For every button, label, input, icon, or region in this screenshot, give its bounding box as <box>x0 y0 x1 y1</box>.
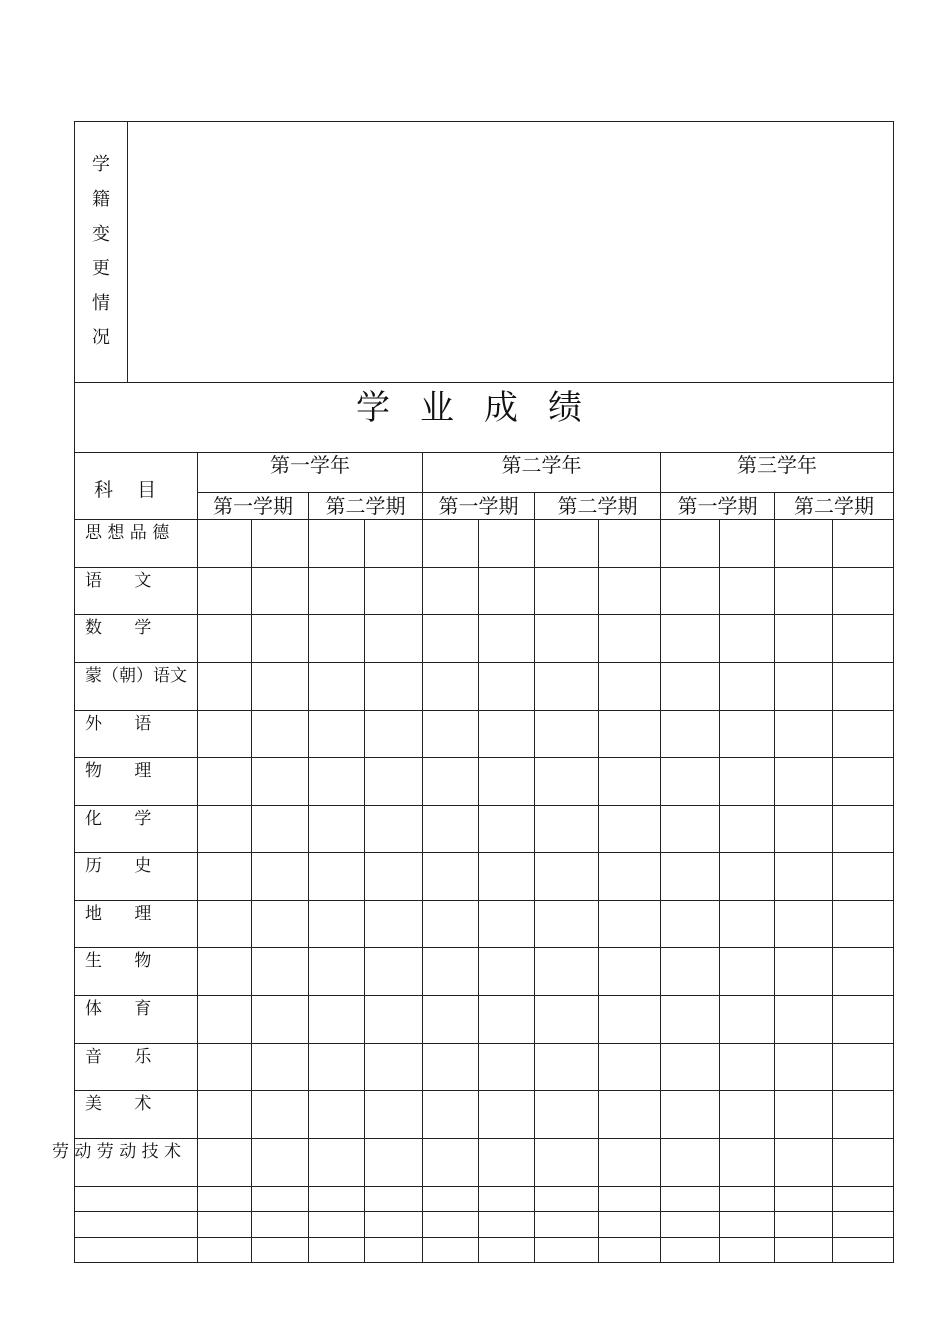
term-header: 第二学期 <box>557 494 638 518</box>
score-cell[interactable] <box>720 1238 774 1262</box>
score-cell[interactable] <box>661 663 719 710</box>
score-cell[interactable] <box>599 1238 660 1262</box>
status-label-char: 变 <box>92 224 110 245</box>
score-cell[interactable] <box>479 948 534 995</box>
outer-bottom-border <box>74 1262 894 1263</box>
score-cell[interactable] <box>198 711 251 757</box>
score-cell[interactable] <box>423 758 478 805</box>
score-cell[interactable] <box>365 520 422 567</box>
score-cell[interactable] <box>833 711 893 757</box>
score-cell[interactable] <box>423 1238 478 1262</box>
score-cell[interactable] <box>661 1139 719 1186</box>
score-cell[interactable] <box>252 806 308 852</box>
score-cell[interactable] <box>720 663 774 710</box>
score-cell[interactable] <box>252 1187 308 1211</box>
score-cell[interactable] <box>479 1091 534 1138</box>
score-cell[interactable] <box>198 615 251 662</box>
score-cell[interactable] <box>775 520 832 567</box>
score-cell[interactable] <box>309 1091 364 1138</box>
score-cell[interactable] <box>198 1044 251 1090</box>
score-cell[interactable] <box>365 568 422 614</box>
subject-label: 语 文 <box>85 571 152 591</box>
score-cell[interactable] <box>252 520 308 567</box>
score-cell[interactable] <box>198 568 251 614</box>
status-change-label <box>74 121 127 382</box>
score-cell[interactable] <box>479 1187 534 1211</box>
score-cell[interactable] <box>775 568 832 614</box>
score-cell[interactable] <box>309 1212 364 1237</box>
score-cell[interactable] <box>252 996 308 1043</box>
score-cell[interactable] <box>775 853 832 900</box>
score-cell[interactable] <box>535 1212 598 1237</box>
score-cell[interactable] <box>198 663 251 710</box>
status-label-char: 情 <box>92 293 110 314</box>
score-cell[interactable] <box>833 568 893 614</box>
score-cell[interactable] <box>479 1238 534 1262</box>
score-cell[interactable] <box>365 1139 422 1186</box>
score-cell[interactable] <box>775 758 832 805</box>
score-cell[interactable] <box>479 568 534 614</box>
score-cell[interactable] <box>661 568 719 614</box>
year-header: 第二学年 <box>501 453 582 477</box>
score-cell[interactable] <box>661 806 719 852</box>
score-cell[interactable] <box>599 758 660 805</box>
score-cell[interactable] <box>198 901 251 947</box>
score-cell[interactable] <box>309 568 364 614</box>
subject-label: 生 物 <box>85 951 152 971</box>
score-cell[interactable] <box>198 806 251 852</box>
score-cell[interactable] <box>775 1044 832 1090</box>
score-cell[interactable] <box>252 901 308 947</box>
score-cell[interactable] <box>775 948 832 995</box>
score-cell[interactable] <box>309 901 364 947</box>
score-cell[interactable] <box>309 758 364 805</box>
score-cell[interactable] <box>833 996 893 1043</box>
score-cell[interactable] <box>535 996 598 1043</box>
score-cell[interactable] <box>720 568 774 614</box>
score-cell[interactable] <box>535 520 598 567</box>
score-cell[interactable] <box>198 948 251 995</box>
score-cell[interactable] <box>720 996 774 1043</box>
score-cell[interactable] <box>309 663 364 710</box>
score-cell[interactable] <box>423 901 478 947</box>
score-cell[interactable] <box>479 520 534 567</box>
score-cell[interactable] <box>720 901 774 947</box>
score-cell[interactable] <box>365 948 422 995</box>
score-cell[interactable] <box>599 853 660 900</box>
score-cell[interactable] <box>775 1212 832 1237</box>
score-cell[interactable] <box>423 615 478 662</box>
score-cell[interactable] <box>365 853 422 900</box>
score-cell[interactable] <box>535 1139 598 1186</box>
score-cell[interactable] <box>479 1044 534 1090</box>
score-cell[interactable] <box>198 1139 251 1186</box>
score-cell[interactable] <box>479 996 534 1043</box>
status-label-char: 更 <box>92 258 110 279</box>
score-cell[interactable] <box>198 853 251 900</box>
score-cell[interactable] <box>252 1238 308 1262</box>
score-cell[interactable] <box>720 1187 774 1211</box>
term-header: 第二学期 <box>794 494 874 518</box>
score-cell[interactable] <box>775 1238 832 1262</box>
score-cell[interactable] <box>423 520 478 567</box>
score-cell[interactable] <box>535 1238 598 1262</box>
score-cell[interactable] <box>309 948 364 995</box>
score-cell[interactable] <box>599 520 660 567</box>
score-cell[interactable] <box>309 1044 364 1090</box>
term-header: 第二学期 <box>325 494 406 518</box>
score-cell[interactable] <box>833 520 893 567</box>
score-cell[interactable] <box>599 711 660 757</box>
score-cell[interactable] <box>198 1187 251 1211</box>
score-cell[interactable] <box>423 1044 478 1090</box>
score-cell[interactable] <box>479 901 534 947</box>
score-cell[interactable] <box>309 615 364 662</box>
score-cell[interactable] <box>720 758 774 805</box>
score-cell[interactable] <box>833 758 893 805</box>
score-cell[interactable] <box>599 615 660 662</box>
score-cell[interactable] <box>661 615 719 662</box>
score-cell[interactable] <box>365 996 422 1043</box>
score-cell[interactable] <box>365 711 422 757</box>
score-cell[interactable] <box>535 806 598 852</box>
subject-label: 外 语 <box>85 714 152 734</box>
score-cell[interactable] <box>720 853 774 900</box>
score-cell[interactable] <box>833 1238 893 1262</box>
score-cell[interactable] <box>661 1044 719 1090</box>
score-cell[interactable] <box>365 901 422 947</box>
score-cell[interactable] <box>479 615 534 662</box>
score-cell[interactable] <box>720 711 774 757</box>
score-cell[interactable] <box>252 568 308 614</box>
term-header: 第一学期 <box>438 494 519 518</box>
score-cell[interactable] <box>423 996 478 1043</box>
score-cell[interactable] <box>661 711 719 757</box>
score-cell[interactable] <box>365 1091 422 1138</box>
score-cell[interactable] <box>309 1139 364 1186</box>
score-cell[interactable] <box>365 1187 422 1211</box>
score-cell[interactable] <box>720 1139 774 1186</box>
score-cell[interactable] <box>535 1091 598 1138</box>
score-cell[interactable] <box>833 806 893 852</box>
score-cell[interactable] <box>720 615 774 662</box>
score-cell[interactable] <box>479 853 534 900</box>
score-cell[interactable] <box>309 996 364 1043</box>
score-cell[interactable] <box>198 1091 251 1138</box>
score-cell[interactable] <box>198 1212 251 1237</box>
score-cell[interactable] <box>833 901 893 947</box>
score-cell[interactable] <box>775 996 832 1043</box>
score-cell[interactable] <box>423 663 478 710</box>
subject-label: 音 乐 <box>85 1047 152 1067</box>
score-cell[interactable] <box>365 758 422 805</box>
score-cell[interactable] <box>252 663 308 710</box>
score-cell[interactable] <box>775 901 832 947</box>
score-cell[interactable] <box>365 615 422 662</box>
score-cell[interactable] <box>198 996 251 1043</box>
score-cell[interactable] <box>775 1187 832 1211</box>
year-header: 第三学年 <box>737 453 817 477</box>
score-cell[interactable] <box>833 1044 893 1090</box>
score-cell[interactable] <box>775 615 832 662</box>
status-label-char: 学 <box>92 154 110 175</box>
score-cell[interactable] <box>661 520 719 567</box>
score-cell[interactable] <box>599 1091 660 1138</box>
score-cell[interactable] <box>720 948 774 995</box>
score-cell[interactable] <box>479 1212 534 1237</box>
term-header: 第一学期 <box>677 494 758 518</box>
score-cell[interactable] <box>775 663 832 710</box>
score-cell[interactable] <box>535 1044 598 1090</box>
subject-label: 思 想 品 德 <box>85 523 170 543</box>
score-cell[interactable] <box>833 1139 893 1186</box>
score-cell[interactable] <box>599 948 660 995</box>
score-cell[interactable] <box>479 1139 534 1186</box>
score-cell[interactable] <box>599 1212 660 1237</box>
score-cell[interactable] <box>661 853 719 900</box>
score-cell[interactable] <box>535 711 598 757</box>
score-cell[interactable] <box>599 1139 660 1186</box>
subject-label: 蒙（朝）语文 <box>85 666 187 686</box>
score-cell[interactable] <box>661 948 719 995</box>
year-header: 第一学年 <box>270 453 350 477</box>
score-cell[interactable] <box>720 1212 774 1237</box>
score-cell[interactable] <box>423 806 478 852</box>
score-cell[interactable] <box>661 1091 719 1138</box>
subject-label: 美 术 <box>85 1094 152 1114</box>
score-cell[interactable] <box>599 568 660 614</box>
score-cell[interactable] <box>252 1044 308 1090</box>
score-cell[interactable] <box>198 758 251 805</box>
subject-label: 体 育 <box>85 999 152 1019</box>
score-cell[interactable] <box>775 1091 832 1138</box>
score-cell[interactable] <box>599 806 660 852</box>
score-cell[interactable] <box>252 711 308 757</box>
score-cell[interactable] <box>365 1238 422 1262</box>
score-cell[interactable] <box>720 806 774 852</box>
score-cell[interactable] <box>252 758 308 805</box>
score-cell[interactable] <box>535 663 598 710</box>
score-cell[interactable] <box>535 1187 598 1211</box>
score-cell[interactable] <box>198 1238 251 1262</box>
score-cell[interactable] <box>661 996 719 1043</box>
score-cell[interactable] <box>661 1238 719 1262</box>
score-cell[interactable] <box>479 758 534 805</box>
status-label-char: 况 <box>92 327 110 348</box>
score-cell[interactable] <box>252 853 308 900</box>
score-cell[interactable] <box>252 1139 308 1186</box>
grades-section-title: 学业成绩 <box>356 388 612 428</box>
score-cell[interactable] <box>535 568 598 614</box>
year-header-bottom <box>197 492 894 493</box>
score-cell[interactable] <box>423 1091 478 1138</box>
score-cell[interactable] <box>365 1044 422 1090</box>
score-cell[interactable] <box>661 758 719 805</box>
section-divider <box>74 382 894 383</box>
score-cell[interactable] <box>775 806 832 852</box>
score-cell[interactable] <box>535 901 598 947</box>
score-cell[interactable] <box>252 1091 308 1138</box>
score-cell[interactable] <box>599 901 660 947</box>
score-cell[interactable] <box>365 806 422 852</box>
score-cell[interactable] <box>309 806 364 852</box>
score-cell[interactable] <box>833 663 893 710</box>
score-cell[interactable] <box>479 711 534 757</box>
score-cell[interactable] <box>252 1212 308 1237</box>
status-label-char: 籍 <box>92 189 110 210</box>
score-cell[interactable] <box>198 520 251 567</box>
score-cell[interactable] <box>661 1187 719 1211</box>
score-cell[interactable] <box>423 1139 478 1186</box>
score-cell[interactable] <box>833 948 893 995</box>
score-cell[interactable] <box>423 568 478 614</box>
score-cell[interactable] <box>661 1212 719 1237</box>
subject-label: 历 史 <box>85 856 152 876</box>
term-header: 第一学期 <box>213 494 293 518</box>
subject-label: 劳 动 劳 动 技 术 <box>52 1142 182 1162</box>
score-cell[interactable] <box>535 758 598 805</box>
score-cell[interactable] <box>252 948 308 995</box>
score-cell[interactable] <box>535 615 598 662</box>
score-cell[interactable] <box>309 711 364 757</box>
score-cell[interactable] <box>535 948 598 995</box>
score-cell[interactable] <box>599 663 660 710</box>
score-cell[interactable] <box>775 711 832 757</box>
status-change-content-area[interactable] <box>128 122 893 381</box>
score-cell[interactable] <box>775 1139 832 1186</box>
score-cell[interactable] <box>423 948 478 995</box>
subject-label: 化 学 <box>85 809 152 829</box>
score-cell[interactable] <box>599 996 660 1043</box>
score-cell[interactable] <box>479 663 534 710</box>
score-cell[interactable] <box>423 1187 478 1211</box>
subject-label: 数 学 <box>85 618 152 638</box>
score-cell[interactable] <box>365 1212 422 1237</box>
score-cell[interactable] <box>252 615 308 662</box>
score-cell[interactable] <box>833 1091 893 1138</box>
score-cell[interactable] <box>833 1212 893 1237</box>
score-cell[interactable] <box>423 853 478 900</box>
subject-label: 物 理 <box>85 761 152 781</box>
score-cell[interactable] <box>423 711 478 757</box>
subject-column-header: 科 目 <box>94 479 157 501</box>
subject-label: 地 理 <box>85 904 152 924</box>
score-cell[interactable] <box>309 1187 364 1211</box>
score-cell[interactable] <box>599 1187 660 1211</box>
score-cell[interactable] <box>833 1187 893 1211</box>
score-cell[interactable] <box>599 1044 660 1090</box>
score-cell[interactable] <box>423 1212 478 1237</box>
score-cell[interactable] <box>365 663 422 710</box>
score-cell[interactable] <box>720 1091 774 1138</box>
score-cell[interactable] <box>720 520 774 567</box>
score-cell[interactable] <box>833 853 893 900</box>
score-cell[interactable] <box>309 1238 364 1262</box>
score-cell[interactable] <box>479 806 534 852</box>
score-cell[interactable] <box>309 853 364 900</box>
score-cell[interactable] <box>720 1044 774 1090</box>
score-cell[interactable] <box>535 853 598 900</box>
score-cell[interactable] <box>661 901 719 947</box>
score-cell[interactable] <box>309 520 364 567</box>
score-cell[interactable] <box>833 615 893 662</box>
